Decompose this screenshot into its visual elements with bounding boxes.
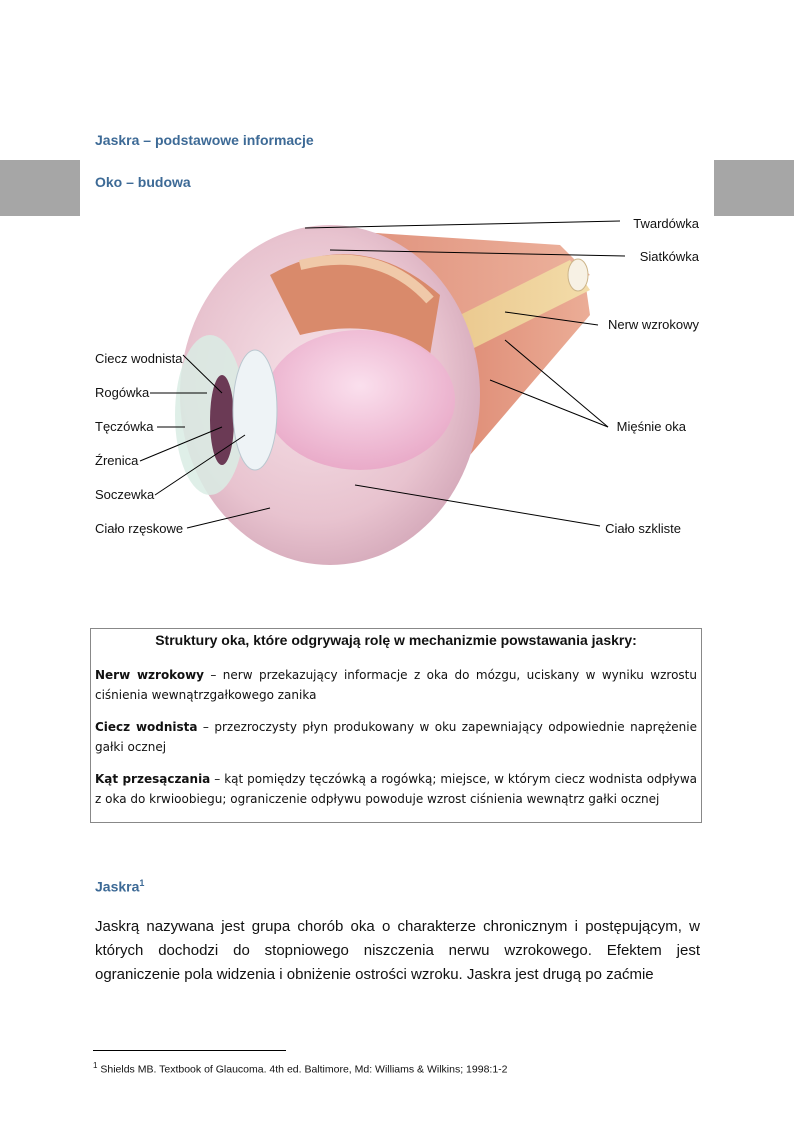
footnote-ref[interactable]: 1 (139, 878, 145, 888)
iris (210, 375, 234, 465)
label-rogowka: Rogówka (95, 385, 150, 400)
label-cialo-szkliste: Ciało szkliste (605, 521, 681, 536)
optic-nerve-end (568, 259, 588, 291)
eye-anatomy-figure (0, 205, 794, 585)
section-title-jaskra (95, 878, 144, 895)
infobox-item-ciecz (95, 717, 697, 757)
infobox-term: Kąt przesączania (95, 772, 211, 786)
infobox-item-kat (95, 769, 697, 809)
footnote (93, 1061, 508, 1076)
lens (233, 350, 277, 470)
footnote-text: Shields MB. Textbook of Glaucoma. 4th ed. Baltimore, Md: Williams & Wilkins; 1998:1-2 (97, 1063, 508, 1076)
vitreous-body (265, 330, 455, 470)
label-cialo-rzeskowe: Ciało rzęskowe (95, 521, 184, 536)
section-title-jaskra-text: Jaskra (95, 878, 140, 895)
label-soczewka: Soczewka (95, 487, 155, 502)
label-siatkowka: Siatkówka (639, 249, 699, 264)
page-title: Jaskra – podstawowe informacje (95, 132, 314, 148)
infobox-title: Struktury oka, które odgrywają rolę w mechanizmie powstawania jaskry: (155, 632, 637, 648)
footnote-marker: 1 (93, 1061, 98, 1070)
label-nerw-wzrokowy: Nerw wzrokowy (607, 317, 699, 332)
leader-twardowka (305, 221, 620, 228)
infobox-term: Nerw wzrokowy (95, 668, 204, 682)
infobox-term: Ciecz wodnista (95, 720, 198, 734)
label-miesnie-oka: Mięśnie oka (616, 419, 686, 434)
label-zrenica: Źrenica (95, 453, 139, 468)
infobox-desc: – kąt pomiędzy tęczówką a rogówką; miejsce, w którym ciecz wodnista odpływa z oka do krwioobiegu; ograniczenie odpływu powoduje wzrost ciśnienia wewnątrz gałki ocznej (95, 772, 697, 806)
jaskra-paragraph: Jaskrą nazywana jest grupa chorób oka o charakterze chronicznym i postępującym, w których dochodzi do stopniowego niszczenia nerwu wzrokowego. Efektem jest ograniczenie pola widzenia i obniżenie ostrości wzroku. Jaskra jest drugą po zaćmie (95, 918, 700, 983)
label-teczowka: Tęczówka (95, 419, 154, 434)
glaucoma-structures-infobox (90, 628, 702, 823)
footnote-divider (93, 1050, 286, 1051)
label-twardowka: Twardówka (633, 216, 699, 231)
infobox-item-nerw (95, 665, 697, 705)
infobox-desc: – przezroczysty płyn produkowany w oku zapewniający odpowiednie naprężenie gałki ocznej (95, 720, 697, 754)
infobox-desc: – nerw przekazujący informacje z oka do mózgu, uciskany w wyniku wzrostu ciśnienia wewnątrzgałkowego zanika (95, 668, 697, 702)
section-title-eye-structure: Oko – budowa (95, 174, 191, 190)
label-ciecz-wodnista: Ciecz wodnista (95, 351, 183, 366)
